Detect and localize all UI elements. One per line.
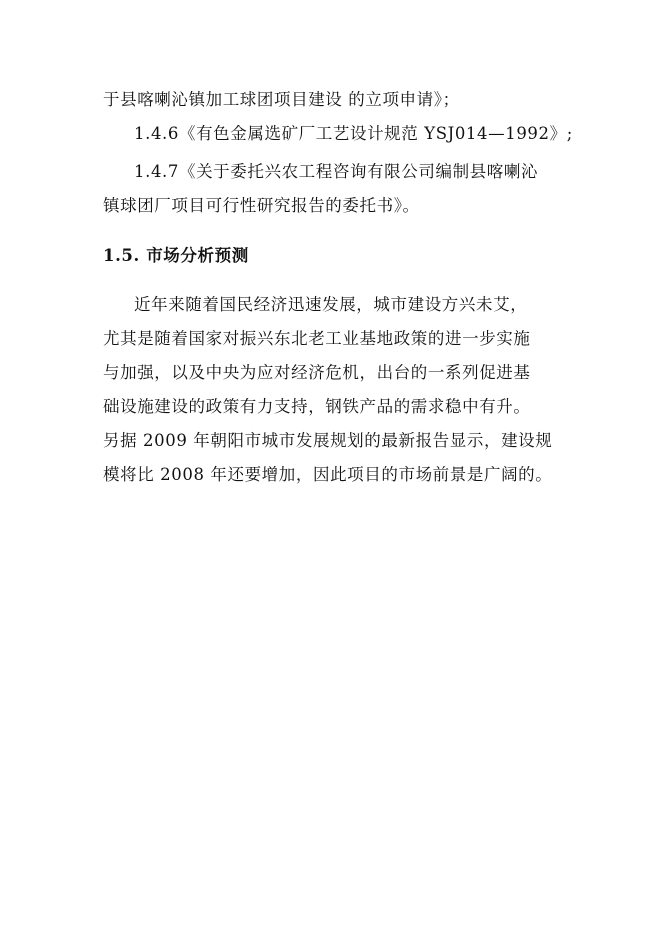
paragraph-line: 模将比 2008 年还要增加，因此项目的市场前景是广阔的。: [103, 465, 553, 484]
paragraph-line: 另据 2009 年朝阳市城市发展规划的最新报告显示，建设规: [103, 431, 553, 450]
paragraph-line: 础设施建设的政策有力支持，钢铁产品的需求稳中有升。: [103, 397, 531, 416]
paragraph-line: 近年来随着国民经济迅速发展，城市建设方兴未艾，: [134, 295, 528, 314]
section-heading: 1.5. 市场分析预测: [103, 246, 249, 265]
paragraph-line: 与加强，以及中央为应对经济危机，出台的一系列促进基: [103, 363, 531, 382]
text-line: 于县喀喇沁镇加工球团项目建设 的立项申请》；: [103, 90, 460, 109]
reference-item-1-4-6: 1.4.6《有色金属选矿厂工艺设计规范 YSJ014—1992》;: [134, 124, 573, 143]
paragraph-line: 尤其是随着国家对振兴东北老工业基地政策的进一步实施: [103, 329, 531, 348]
reference-item-1-4-7: 1.4.7《关于委托兴农工程咨询有限公司编制县喀喇沁: [134, 162, 539, 181]
text-line: 镇球团厂项目可行性研究报告的委托书》。: [103, 196, 420, 215]
